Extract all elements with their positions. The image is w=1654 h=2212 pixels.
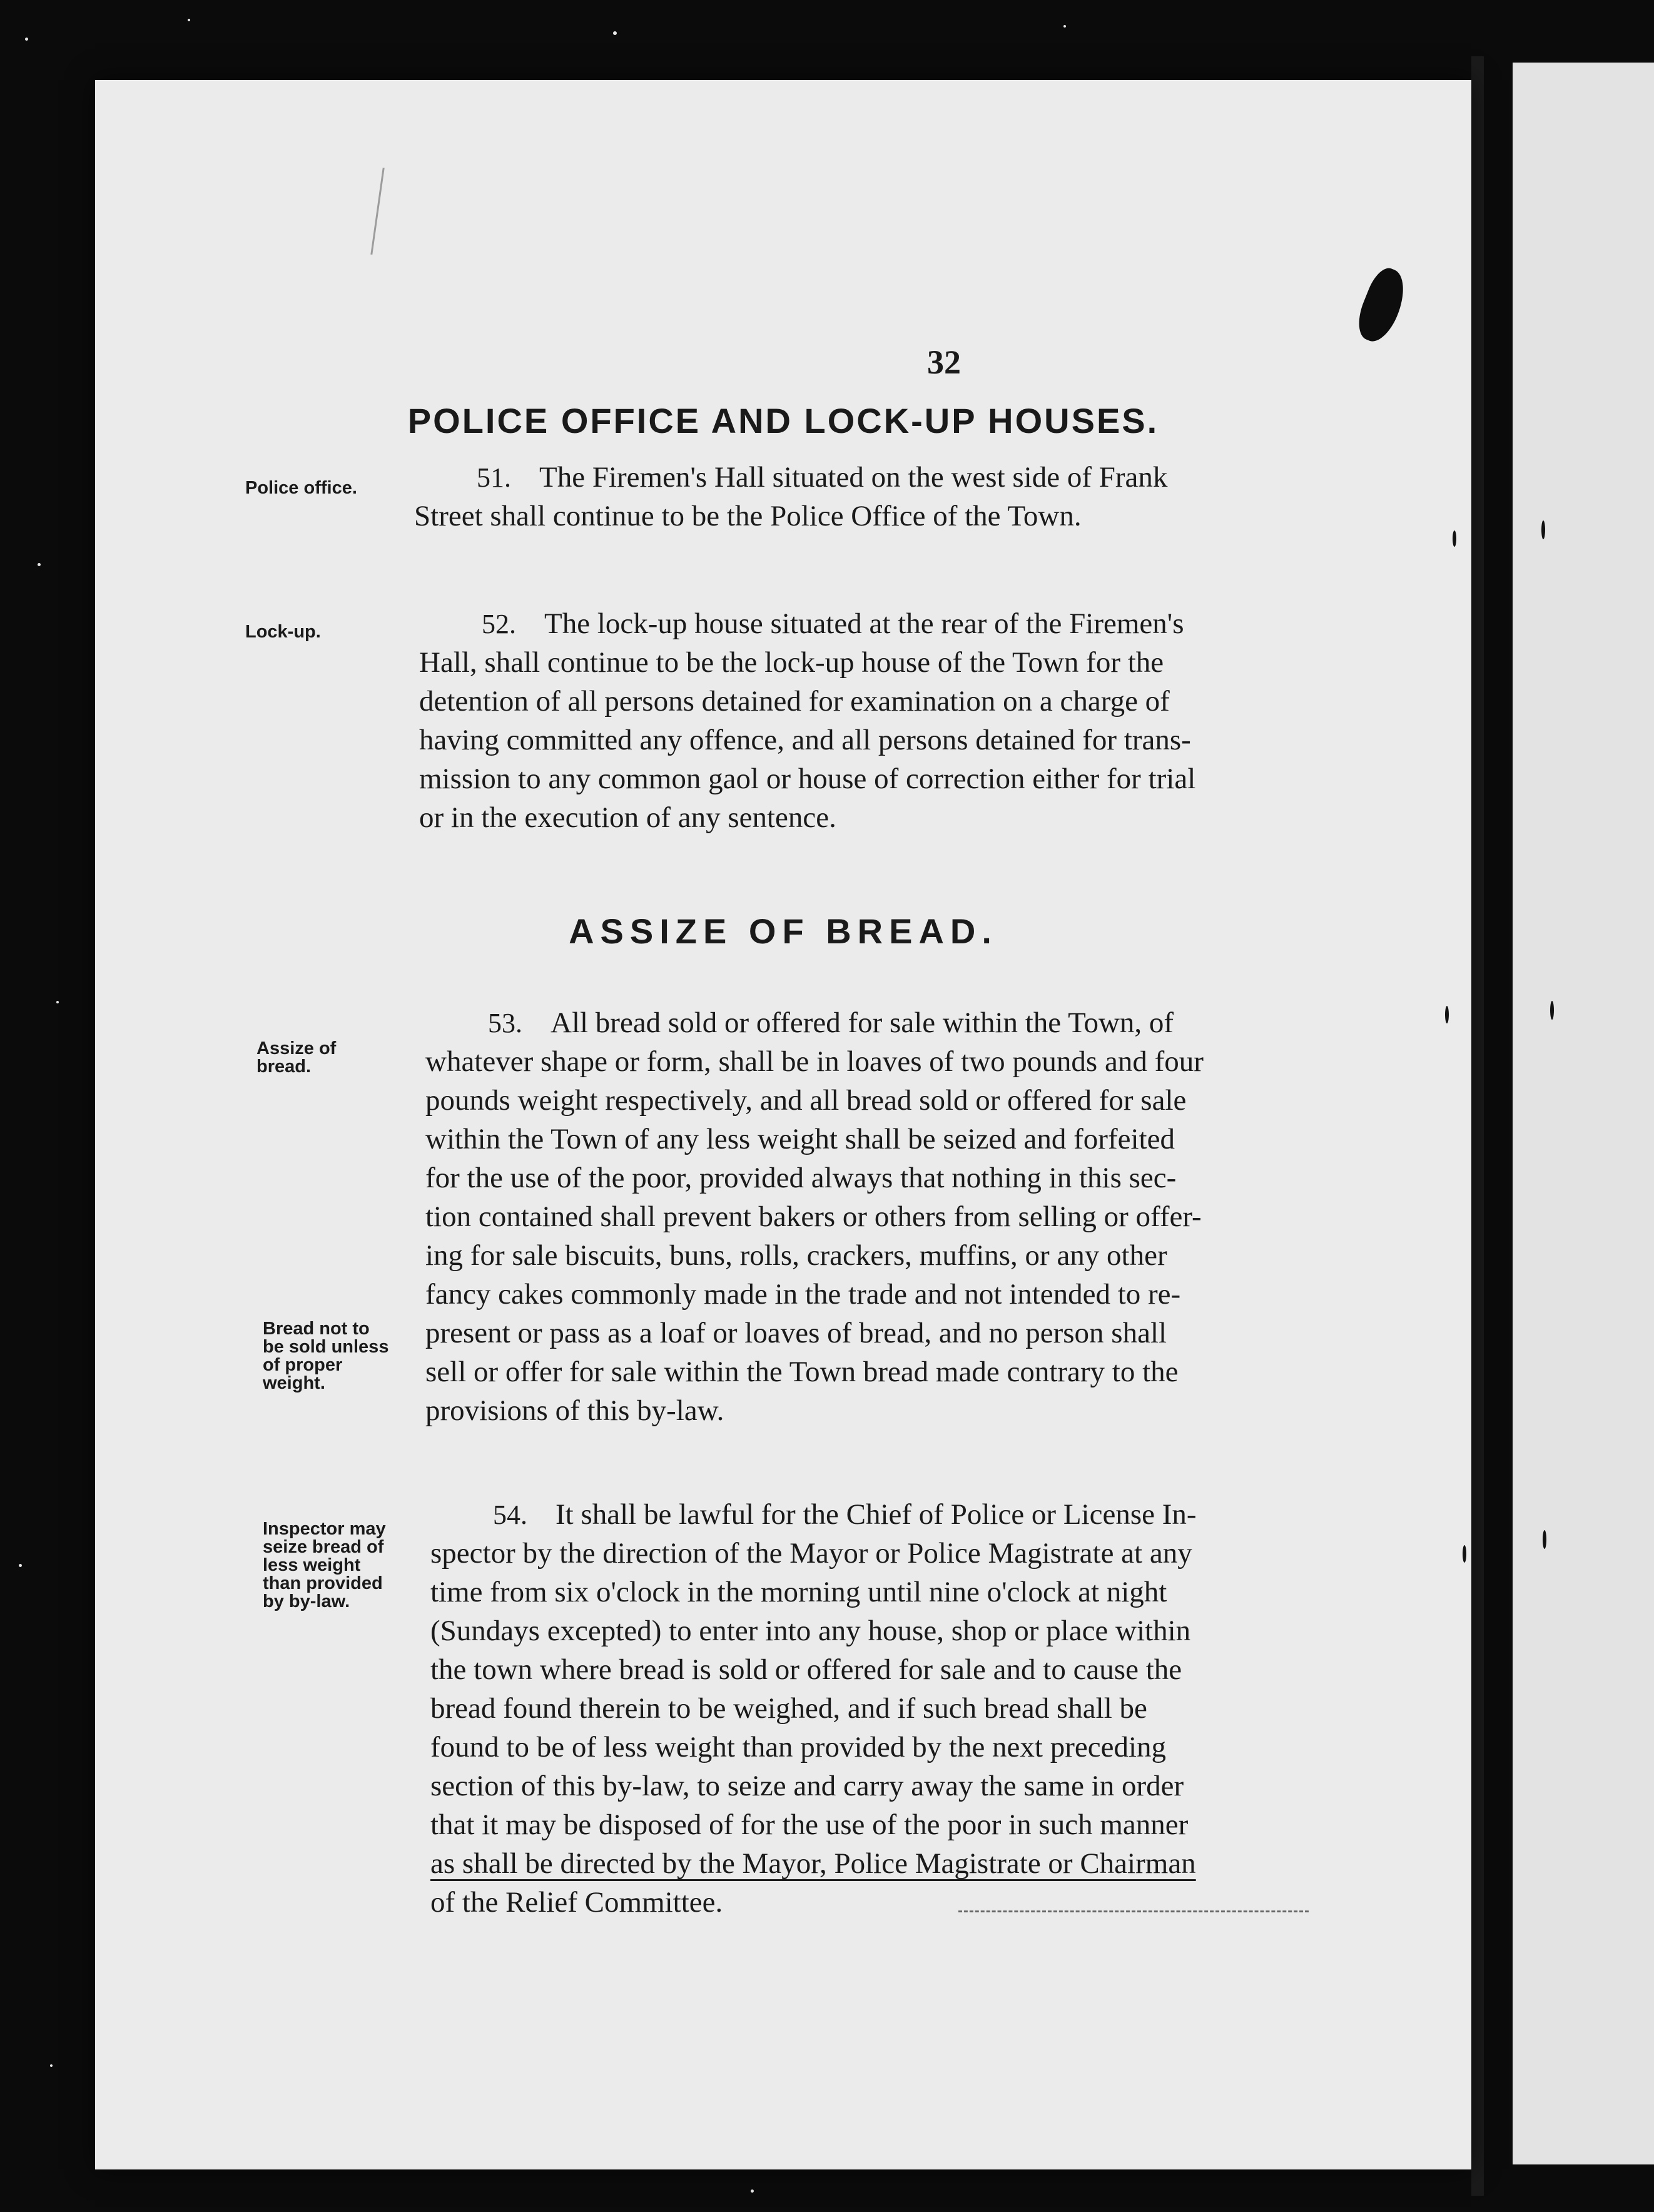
text-line: the town where bread is sold or offered for sale and to cause the bbox=[430, 1653, 1182, 1686]
scan-speck bbox=[56, 1001, 59, 1003]
text-line bbox=[419, 604, 1195, 643]
text-line: bread found therein to be weighed, and if such bread shall be bbox=[430, 1692, 1147, 1725]
text-line: mission to any common gaol or house of correction either for trial bbox=[419, 763, 1196, 795]
text-line: tion contained shall prevent bakers or others from selling or offer- bbox=[425, 1200, 1202, 1233]
text-line: within the Town of any less weight shall be seized and forfeited bbox=[425, 1123, 1175, 1155]
margin-note bbox=[263, 1320, 438, 1393]
margin-note bbox=[263, 1520, 438, 1611]
section-title: POLICE OFFICE AND LOCK-UP HOUSES. bbox=[407, 401, 1159, 440]
margin-note-line: Police office. bbox=[245, 478, 357, 498]
margin-note bbox=[245, 623, 420, 641]
ink-blot bbox=[1351, 264, 1413, 347]
paper-tear bbox=[370, 168, 388, 255]
margin-mark bbox=[1445, 1006, 1449, 1023]
scan-speck bbox=[19, 1564, 22, 1567]
paragraph-51 bbox=[414, 458, 1167, 535]
scan-speck bbox=[613, 31, 617, 35]
text-line: pounds weight respectively, and all bread sold or offered for sale bbox=[425, 1084, 1187, 1117]
margin-mark bbox=[1550, 1001, 1554, 1020]
text-line: Hall, shall continue to be the lock-up house of the Town for the bbox=[419, 646, 1164, 679]
text-line: whatever shape or form, shall be in loaves of two pounds and four bbox=[425, 1045, 1204, 1078]
text-line bbox=[425, 1003, 1204, 1042]
handwritten-mark bbox=[958, 1904, 1309, 1912]
margin-mark bbox=[1543, 1530, 1546, 1549]
margin-note-line: less weight bbox=[263, 1555, 361, 1575]
margin-note-line: than provided bbox=[263, 1573, 383, 1593]
text-line bbox=[430, 1495, 1197, 1534]
paragraph-number: 53. bbox=[488, 1008, 522, 1038]
document-page bbox=[95, 80, 1471, 2169]
text-line: sell or offer for sale within the Town bread made contrary to the bbox=[425, 1356, 1179, 1388]
margin-note-line: by by-law. bbox=[263, 1591, 350, 1611]
margin-note-line: Lock-up. bbox=[245, 622, 321, 642]
text-line: provisions of this by-law. bbox=[425, 1394, 724, 1427]
section-title: ASSIZE OF BREAD. bbox=[569, 911, 998, 951]
text-line bbox=[414, 458, 1167, 497]
text-line: ing for sale biscuits, buns, rolls, crackers, muffins, or any other bbox=[425, 1239, 1167, 1272]
page-number: 32 bbox=[927, 343, 961, 381]
text-line: section of this by-law, to seize and carry away the same in order bbox=[430, 1770, 1184, 1802]
text-line: found to be of less weight than provided by the next preceding bbox=[430, 1731, 1167, 1763]
text-line: that it may be disposed of for the use of the poor in such manner bbox=[430, 1809, 1189, 1841]
scan-speck bbox=[38, 563, 41, 566]
margin-mark bbox=[1463, 1545, 1466, 1563]
margin-note-line: Inspector may bbox=[263, 1519, 386, 1539]
paragraph-54 bbox=[430, 1495, 1197, 1922]
adjacent-page-edge bbox=[1513, 63, 1654, 2164]
scan-speck bbox=[188, 19, 190, 21]
margin-note bbox=[256, 1040, 432, 1076]
text-line: Street shall continue to be the Police Office of the Town. bbox=[414, 500, 1082, 532]
text-line: time from six o'clock in the morning until nine o'clock at night bbox=[430, 1576, 1167, 1608]
margin-mark bbox=[1541, 520, 1545, 539]
scan-speck bbox=[25, 38, 28, 41]
text-line: as shall be directed by the Mayor, Police Magistrate or Chairman bbox=[430, 1847, 1196, 1880]
text-line-content: It shall be lawful for the Chief of Police or License In- bbox=[556, 1498, 1197, 1531]
margin-note-line: weight. bbox=[263, 1373, 325, 1393]
paragraph-number: 51. bbox=[477, 462, 511, 493]
text-line: spector by the direction of the Mayor or Police Magistrate at any bbox=[430, 1537, 1192, 1570]
margin-mark bbox=[1453, 530, 1456, 547]
text-line: (Sundays excepted) to enter into any house, shop or place within bbox=[430, 1615, 1191, 1647]
text-line-content: The lock-up house situated at the rear of the Firemen's bbox=[544, 607, 1184, 640]
paragraph-53 bbox=[425, 1003, 1204, 1430]
margin-note-line: bread. bbox=[256, 1057, 312, 1077]
text-line: fancy cakes commonly made in the trade and not intended to re- bbox=[425, 1278, 1181, 1311]
margin-note-line: of proper bbox=[263, 1355, 343, 1375]
margin-note-line: seize bread of bbox=[263, 1537, 384, 1557]
text-line: for the use of the poor, provided always that nothing in this sec- bbox=[425, 1162, 1177, 1194]
scan-speck bbox=[751, 2189, 754, 2193]
text-line: having committed any offence, and all persons detained for trans- bbox=[419, 724, 1191, 756]
scan-speck bbox=[1063, 25, 1066, 28]
paragraph-number: 52. bbox=[482, 609, 516, 639]
text-line: or in the execution of any sentence. bbox=[419, 801, 836, 834]
paragraph-52 bbox=[419, 604, 1195, 837]
paragraph-number: 54. bbox=[493, 1499, 527, 1530]
text-line: detention of all persons detained for examination on a charge of bbox=[419, 685, 1170, 718]
text-line-content: All bread sold or offered for sale within the Town, of bbox=[550, 1007, 1174, 1039]
margin-note-line: Assize of bbox=[256, 1038, 337, 1058]
text-line-content: The Firemen's Hall situated on the west side of Frank bbox=[539, 461, 1168, 494]
margin-note-line: Bread not to bbox=[263, 1319, 370, 1339]
scan-speck bbox=[50, 2064, 53, 2067]
margin-note-line: be sold unless bbox=[263, 1337, 389, 1357]
text-line: present or pass as a loaf or loaves of bread, and no person shall bbox=[425, 1317, 1167, 1349]
book-spine bbox=[1471, 56, 1484, 2196]
margin-note bbox=[245, 479, 420, 497]
text-line: of the Relief Committee. bbox=[430, 1886, 723, 1919]
